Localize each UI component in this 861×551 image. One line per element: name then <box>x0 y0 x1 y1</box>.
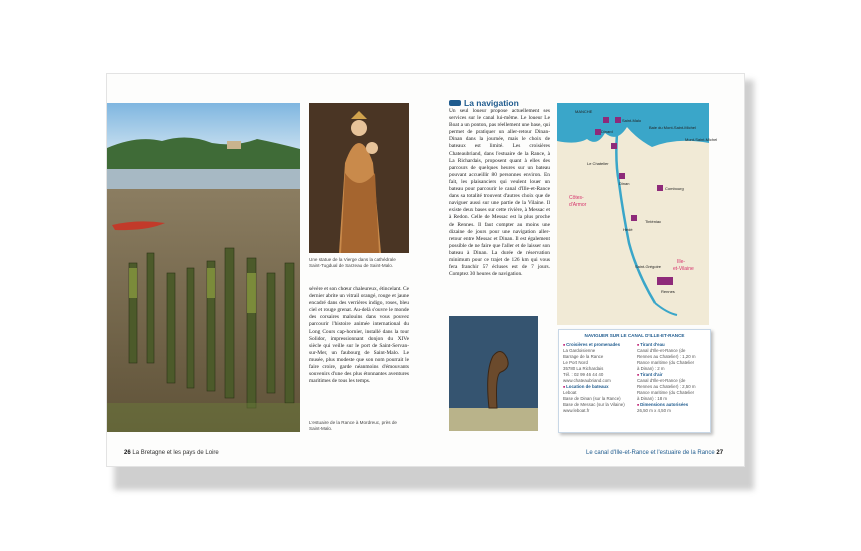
info-line: Rance maritime (du Chatelier <box>637 390 695 395</box>
boat-icon <box>449 100 461 106</box>
canal-map <box>557 103 718 325</box>
info-heading: ■ Croisières et promenades <box>563 342 635 348</box>
info-heading: ■ Tirant d'air <box>637 372 707 378</box>
info-line: Leboat <box>563 390 577 395</box>
statue-caption: Une statue de la Vierge dans la cathédrale Saint-Tugdual de Sarzeau de Saint-Malo. <box>309 257 396 268</box>
info-line: 26,50 m x 4,50 m <box>637 408 671 413</box>
info-line: Barrage de la Rance <box>563 354 604 359</box>
map-place-tinteniac: Tinténiac <box>645 219 662 224</box>
map-place-combourg: Combourg <box>665 186 684 191</box>
left-folio <box>124 450 219 456</box>
map-place-rennes: Rennes <box>661 289 675 294</box>
section-body-text: Un seul loueur propose actuellement ses services sur le canal lui-même. Le loueur Le Boat a un ponton, pas réellement une base, qui permet de pratiquer un aller-retour Dinan-Dinan dans la journée, mais le choix de bateaux est limité. Les croisières Chateaubriand, dans l'estuaire de la Rance, à La Richardais, proposent quant à elles des parcours de quelques heures sur un bateau pouvant accueillir 80 personnes environ. En fait, les plaisanciers qui veulent louer un bateau pour parcourir le canal d'Ille-et-Rance dans sa totalité trouvent d'autres choix que de naviguer aussi sur une partie de la Vilaine. Il existe deux bases sur cette rivière, à Messac et à Redon. Celle de Messac est la plus proche de Rennes. Il faut compter au moins une dizaine de jours pour une navigation aller-retour entre Messac et Dinan. Il est également possible de ne faire que l'aller et de laisser son bateau à Dinan. La durée de réservation minimum pour ce trajet de 126 km qui vous fera franchir 57 écluses est de 7 jours. Comptez 30 heures de navigation. <box>449 108 550 278</box>
map-place-dinard: Dinard <box>601 129 613 134</box>
map-place-saint-malo: Saint-Malo <box>622 118 642 123</box>
info-line: à Dinan) : 2 m <box>637 366 665 371</box>
info-box-right-column <box>637 342 707 414</box>
info-line: Rennes au Chatelier) : 1,20 m <box>637 354 696 359</box>
map-bay-label: Baie du Mont-Saint-Michel <box>649 125 696 130</box>
statue-photo <box>309 103 409 253</box>
estuary-photo <box>107 103 300 432</box>
left-body-text: sévère et son chœur chaleureux, étincelant. Ce dernier abrite un vitrail orangé, rouge et jaune encadré dans des verrières indigo, roses, bleu ciel et rouge grenat. Au-delà s'ouvre le monde des corsaires malouins dans vous pouvez parcourir l'histoire animée international du Long Cours cap-hornier, installé dans la tour Solidor, impressionnant donjon du XIVe siècle qui veille sur le port de Saint-Servan-sur-Mer, un faubourg de Saint-Malo. Le musée, plus modeste que son nom pourrait le faire croire, garde néanmoins d'émouvants souvenirs d'une des plus étonnantes aventures maritimes de tous les temps. <box>309 286 409 385</box>
map-place-le-chatelier: Le Chatelier <box>587 161 609 166</box>
info-box <box>558 329 711 433</box>
info-line: Base de Messac (sur la Vilaine) <box>563 402 625 407</box>
right-page-number: 27 <box>716 450 724 456</box>
info-heading: ■ Location de bateaux <box>563 384 635 390</box>
map-region-left-2: d'Armor <box>569 202 587 208</box>
map-place-dinan: Dinan <box>619 181 630 186</box>
mooring-photo <box>449 316 538 431</box>
section-title-text: La navigation <box>464 98 519 108</box>
left-running-title: La Bretagne et les pays de Loire <box>132 450 219 456</box>
estuary-caption: L'estuaire de la Rance à Mordreuc, près de Saint-Malo. <box>309 420 397 431</box>
info-line: Rance maritime (du Chatelier <box>637 360 695 365</box>
section-title <box>449 98 519 108</box>
info-line: à Dinan) : 18 m <box>637 396 668 401</box>
map-place-mont-saint-michel: Mont-Saint-Michel <box>685 137 718 142</box>
right-folio <box>586 450 723 456</box>
info-link[interactable]: www.chateaubriand.com <box>563 378 611 383</box>
map-place-saint-gregoire: Saint-Grégoire <box>635 264 662 269</box>
right-running-title: Le canal d'Ille-et-Rance et l'estuaire de la Rance <box>586 450 715 456</box>
map-region-right-2: et-Vilaine <box>673 266 694 272</box>
info-line: Tél. : 02 99 46 44 40 <box>563 372 604 377</box>
info-box-title: NAVIGUER SUR LE CANAL D'ILLE-ET-RANCE <box>584 333 685 338</box>
info-heading: ■ Dimensions autorisées <box>637 402 707 408</box>
info-line: Le Port Nord <box>563 360 588 365</box>
info-line: Base de Dinan (sur la Rance) <box>563 396 621 401</box>
info-link[interactable]: www.leboat.fr <box>563 408 590 413</box>
info-line: Rennes au Chatelier) : 2,50 m <box>637 384 696 389</box>
left-page-number: 26 <box>124 450 131 456</box>
info-line: Canal d'Ille-et-Rance (de <box>637 378 686 383</box>
map-region-right-1: Ille- <box>677 259 686 265</box>
info-line: La Gardoisienne <box>563 348 596 353</box>
info-box-left-column <box>563 342 635 414</box>
map-place-hede: Hédé <box>623 227 633 232</box>
map-region-left-1: Côtes- <box>569 195 584 201</box>
info-heading: ■ Tirant d'eau <box>637 342 707 348</box>
map-sea-label: MANCHE <box>575 109 593 114</box>
info-line: Canal d'Ille-et-Rance (de <box>637 348 686 353</box>
info-line: 35780 La Richardais <box>563 366 604 371</box>
